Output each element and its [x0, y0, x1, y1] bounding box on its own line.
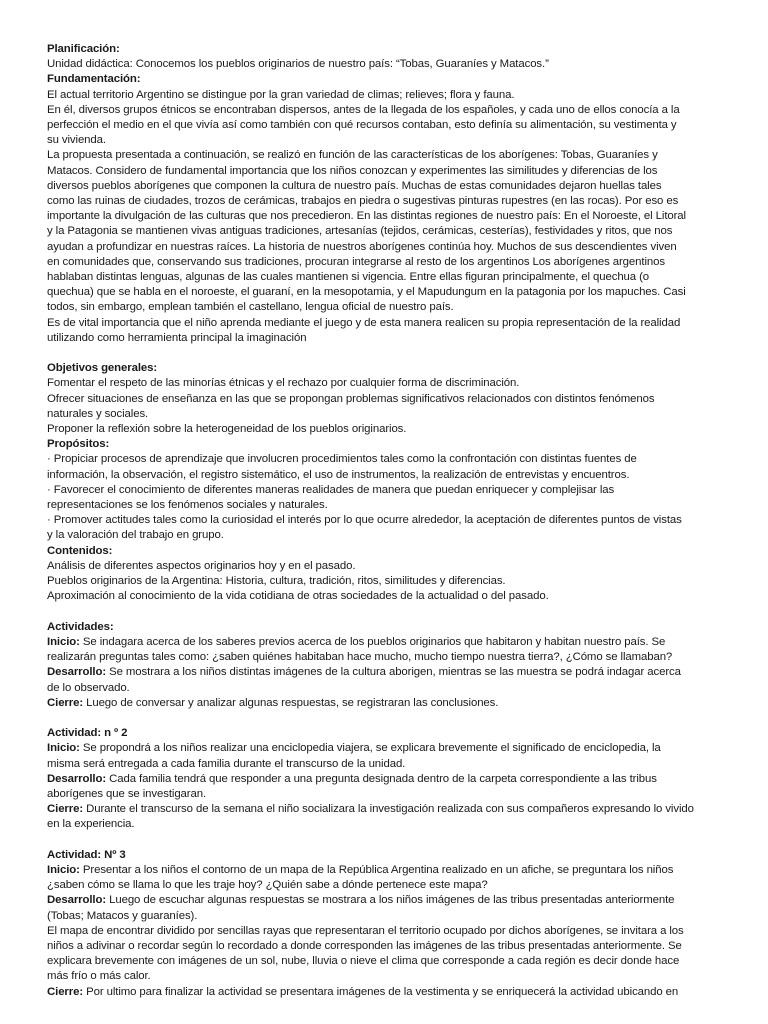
fundamentacion-line: como las ruinas de ciudades, trozos de cerámicas, trabajos en piedra o sugestivas pinturas rupestres (en las rocas). Por eso es [47, 195, 679, 208]
fundamentacion-line: todos, sin embargo, emplean también el castellano, lengua oficial de nuestro país. [47, 301, 454, 314]
objetivos-line: Ofrecer situaciones de enseñanza en las que se propongan problemas significativos relacionados con distintos fenómenos [47, 392, 655, 405]
inicio-text: Se propondrá a los niños realizar una enciclopedia viajera, se explicara brevemente el significado de enciclopedia, la [79, 742, 661, 755]
unidad-didactica-text: Unidad didáctica: Conocemos los pueblos originarios de nuestro país: “Tobas, Guaraníes y Matacos.” [47, 58, 549, 71]
contenidos-line: Aproximación al conocimiento de la vida cotidiana de otras sociedades de la actualidad o del pasado. [47, 590, 549, 603]
propositos-line: representaciones se los fenómenos sociales y naturales. [47, 499, 328, 512]
actividad3-cierre [47, 985, 722, 1000]
desarrollo-label: Desarrollo: [47, 666, 107, 679]
fundamentacion-line: hablaban distintas lenguas, algunas de las cuales mantienen si vigencia. Entre ellas figuran principalmente, el quechua (o [47, 271, 650, 284]
fundamentacion-line: en comunidades que, conservando sus tradiciones, procuran integrarse al resto de los argentinos Los aborígenes argentinos [47, 255, 665, 268]
fundamentacion-line: importante la divulgación de las culturas que nos precedieron. En las distintas regiones de nuestro país: En el Noroeste, el Litoral [47, 210, 686, 223]
desarrollo-text: Cada familia tendrá que responder a una pregunta designada dentro de la carpeta correspondiente a las tribus [106, 772, 657, 785]
actividad3-desarrollo-line: más frío o más calor. [47, 970, 151, 983]
contenidos-heading: Contenidos: [47, 544, 113, 557]
actividad3-desarrollo-line: explicara brevemente con imágenes de un sol, nube, lluvia o nieve el clima que corresponde a cada región es decir donde hace [47, 955, 680, 968]
cierre-label: Cierre: [47, 696, 84, 709]
cierre-label: Cierre: [47, 803, 84, 816]
actividad2-cierre [47, 802, 722, 817]
paragraph-gap [47, 833, 722, 848]
contenidos-line: Pueblos originarios de la Argentina: Historia, cultura, tradición, ritos, similitudes y diferencias. [47, 575, 506, 588]
cierre-text: Por ultimo para finalizar la actividad se presentara imágenes de la vestimenta y se enriquecerá la actividad ubicando en [83, 985, 679, 998]
actividad2-desarrollo-cont: aborígenes que se investigaran. [47, 787, 207, 800]
fundamentacion-line: La propuesta presentada a continuación, se realizó en función de las características de los aborígenes: Tobas, Guaraníes y [47, 149, 658, 162]
fundamentacion-line: utilizando como herramienta principal la imaginación [47, 331, 307, 344]
inicio-text: Presentar a los niños el contorno de un mapa de la República Argentina realizado en un afiche, se preguntara los niños [79, 863, 674, 876]
desarrollo-text: Se mostrara a los niños distintas imágenes de la cultura aborigen, mientras se las muestra se podrá indagar acerca [106, 666, 681, 679]
fundamentacion-line: Matacos. Considero de fundamental importancia que los niños conozcan y experimentes las similitudes y diferencias de los [47, 164, 658, 177]
objetivos-line: naturales y sociales. [47, 407, 149, 420]
actividad3-desarrollo-line: niños a adivinar o recordar según lo recordado a donde corresponden las imágenes de las tribus presentadas anteriormente. Se [47, 939, 682, 952]
fundamentacion-line: Es de vital importancia que el niño aprenda mediante el juego y de esta manera realicen su propia representación de la realidad [47, 316, 681, 329]
fundamentacion-line: ayudan a profundizar en nuestras raíces. La historia de nuestros aborígenes continúa hoy. Muchos de sus descendientes viven [47, 240, 677, 253]
fundamentacion-line: y la Patagonia se mantienen vivas antiguas tradiciones, artesanías (tejidos, cerámicas, cesterías), festividades y ritos, que nos [47, 225, 673, 238]
actividad2-inicio-cont: misma será entregada a cada familia durante el transcurso de la unidad. [47, 757, 406, 770]
inicio-label: Inicio: [47, 742, 80, 755]
objetivos-line: Fomentar el respeto de las minorías étnicas y el rechazo por cualquier forma de discriminación. [47, 377, 520, 390]
fundamentacion-line: perfección el medio en el que vivía así como también con qué recursos contaban, esto definía su alimentación, su vestimenta y [47, 119, 677, 132]
planificacion-heading: Planificación: [47, 43, 120, 55]
actividad3-inicio-cont: ¿saben cómo se llama lo que les traje hoy? ¿Quién sabe a dónde pertenece este mapa? [47, 879, 488, 892]
paragraph-gap [47, 711, 722, 726]
propositos-line: · Favorecer el conocimiento de diferentes maneras realidades de manera que puedan enriquecer y complejisar las [47, 483, 615, 496]
fundamentacion-line: diversos pueblos aborígenes que componen la cultura de nuestro país. Muchas de estas comunidades dejaron huellas tales [47, 179, 662, 192]
inicio-label: Inicio: [47, 635, 80, 648]
paragraph-gap [47, 605, 722, 620]
actividad3-desarrollo [47, 893, 722, 908]
actividad2-desarrollo [47, 772, 722, 787]
propositos-line: y la valoración del trabajo en grupo. [47, 529, 224, 542]
fundamentacion-line: El actual territorio Argentino se distingue por la gran variedad de climas; relieves; flora y fauna. [47, 88, 515, 101]
contenidos-line: Análisis de diferentes aspectos originarios hoy y en el pasado. [47, 559, 356, 572]
actividad2-heading: Actividad: n º 2 [47, 727, 128, 740]
actividad3-inicio [47, 863, 722, 878]
actividad3-heading: Actividad: Nº 3 [47, 848, 126, 861]
actividad1-inicio-cont: realizarán preguntas tales como: ¿saben quiénes habitaban hace mucho, mucho tiempo nuestra tierra?, ¿Cómo se llamaban? [47, 651, 673, 664]
inicio-label: Inicio: [47, 863, 80, 876]
desarrollo-text: Luego de escuchar algunas respuestas se mostrara a los niños imágenes de las tribus presentadas anteriormente [106, 894, 675, 907]
actividad2-cierre-cont: en la experiencia. [47, 818, 135, 831]
fundamentacion-line: En él, diversos grupos étnicos se encontraban dispersos, antes de la llegada de los españoles, y cada uno de ellos conocía a la [47, 103, 680, 116]
propositos-line: · Promover actitudes tales como la curiosidad el interés por lo que ocurre alrededor, la aceptación de diferentes puntos de vistas [47, 514, 682, 527]
fundamentacion-heading: Fundamentación: [47, 73, 141, 86]
desarrollo-label: Desarrollo: [47, 894, 107, 907]
propositos-heading: Propósitos: [47, 438, 110, 451]
inicio-text: Se indagara acerca de los saberes previos acerca de los pueblos originarios que habitaron y habitan nuestro país. Se [79, 635, 666, 648]
propositos-line: información, la observación, el registro sistemático, el uso de instrumentos, la realización de entrevistas y encuentros. [47, 468, 630, 481]
actividad1-inicio [47, 635, 722, 650]
propositos-line: · Propiciar procesos de aprendizaje que involucren procedimientos tales como la confrontación con distintas fuentes de [47, 453, 637, 466]
fundamentacion-line: quechua) que se habla en el noroeste, el guaraní, en la mesopotamia, y el Mapudungum en la patagonia por los mapuches. Casi [47, 286, 686, 299]
actividades-heading: Actividades: [47, 620, 114, 633]
actividad1-desarrollo [47, 665, 722, 680]
actividad2-inicio [47, 741, 722, 756]
cierre-label: Cierre: [47, 985, 84, 998]
actividad3-desarrollo-line: El mapa de encontrar dividido por sencillas rayas que representaran el territorio ocupado por dichos aborígenes, se invitara a los [47, 924, 684, 937]
actividad1-cierre [47, 696, 722, 711]
fundamentacion-line: su vivienda. [47, 134, 106, 147]
cierre-text: Luego de conversar y analizar algunas respuestas, se registraran las conclusiones. [83, 696, 499, 709]
desarrollo-label: Desarrollo: [47, 772, 107, 785]
actividad1-desarrollo-cont: de lo observado. [47, 681, 130, 694]
paragraph-gap [47, 346, 722, 361]
actividad3-desarrollo-line: (Tobas; Matacos y guaraníes). [47, 909, 198, 922]
cierre-text: Durante el transcurso de la semana el niño socializara la investigación realizada con sus compañeros expresando lo vivido [83, 803, 694, 816]
objetivos-line: Proponer la reflexión sobre la heterogeneidad de los pueblos originarios. [47, 423, 407, 436]
objetivos-heading: Objetivos generales: [47, 362, 158, 375]
